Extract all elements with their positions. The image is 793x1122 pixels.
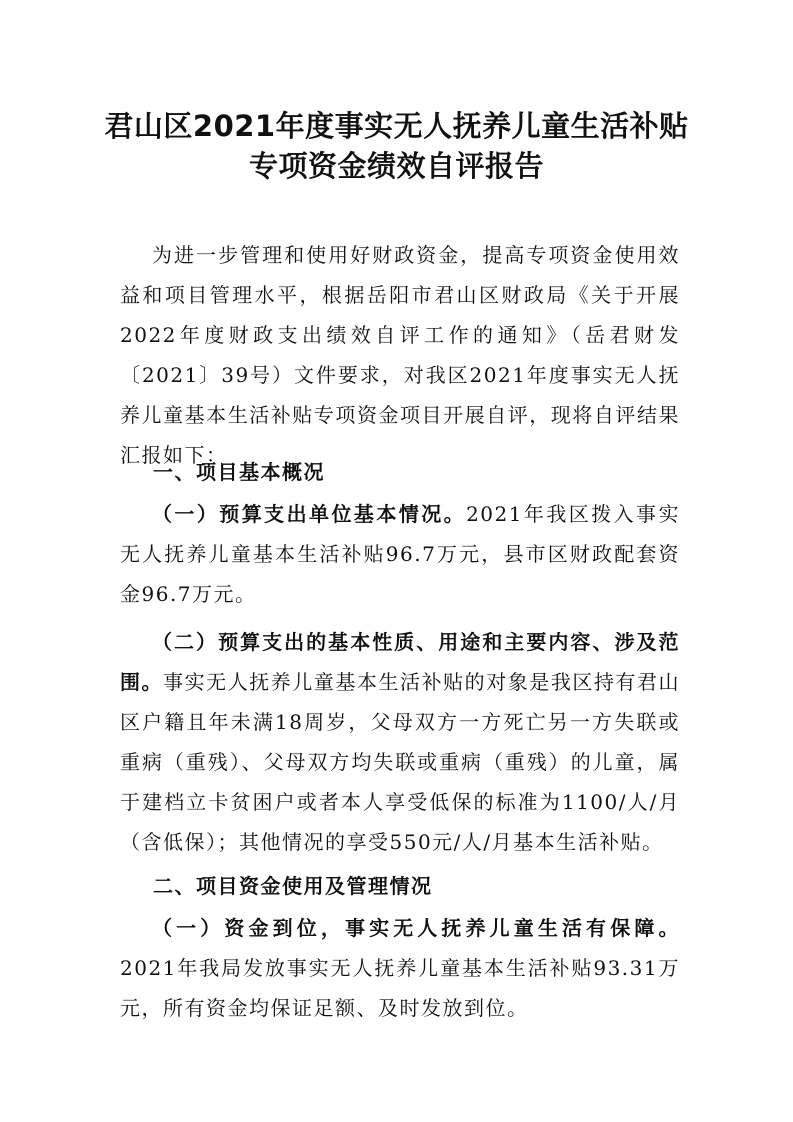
section-1-heading: 一、项目基本概况 [153, 460, 325, 484]
section-1-item-2-lead: （二）预算支出的基本性质、用途和主要内容、涉及范围。 [120, 630, 680, 694]
intro-paragraph: 为进一步管理和使用好财政资金，提高专项资金使用效益和项目管理水平，根据岳阳市君山区财政局《关于开展2022年度财政支出绩效自评工作的通知》（岳君财发〔2021〕39号）文件要求，对我区2021年度事实无人抚养儿童基本生活补贴专项资金项目开展自评，现将自评结果汇报如下： [120, 243, 680, 467]
section-2-item-1-lead: （一）资金到位，事实无人抚养儿童生活有保障。 [152, 916, 680, 940]
section-2-item-1 [120, 908, 680, 1028]
title-line-1: 君山区2021年度事实无人抚养儿童生活补贴 [104, 109, 689, 143]
section-2-item-1-text: 2021年我局发放事实无人抚养儿童基本生活补贴93.31万元，所有资金均保证足额、及时发放到位。 [120, 956, 680, 1020]
section-1-item-1 [120, 494, 680, 614]
title-line-2: 专项资金绩效自评报告 [248, 149, 544, 183]
section-1-item-1-text: 2021年我区拨入事实无人抚养儿童基本生活补贴96.7万元，县市区财政配套资金96.7万元。 [120, 502, 680, 606]
section-2-heading: 二、项目资金使用及管理情况 [153, 874, 433, 898]
section-1-item-2-text: 事实无人抚养儿童基本生活补贴的对象是我区持有君山区户籍且年未满18周岁，父母双方一方死亡另一方失联或重病（重残）、父母双方均失联或重病（重残）的儿童，属于建档立卡贫困户或者本人享受低保的标准为1100/人/月（含低保）；其他情况的享受550元/人/月基本生活补贴。 [120, 670, 681, 854]
section-1-item-1-lead: （一）预算支出单位基本情况。 [152, 502, 467, 526]
section-1-item-2 [120, 622, 680, 862]
